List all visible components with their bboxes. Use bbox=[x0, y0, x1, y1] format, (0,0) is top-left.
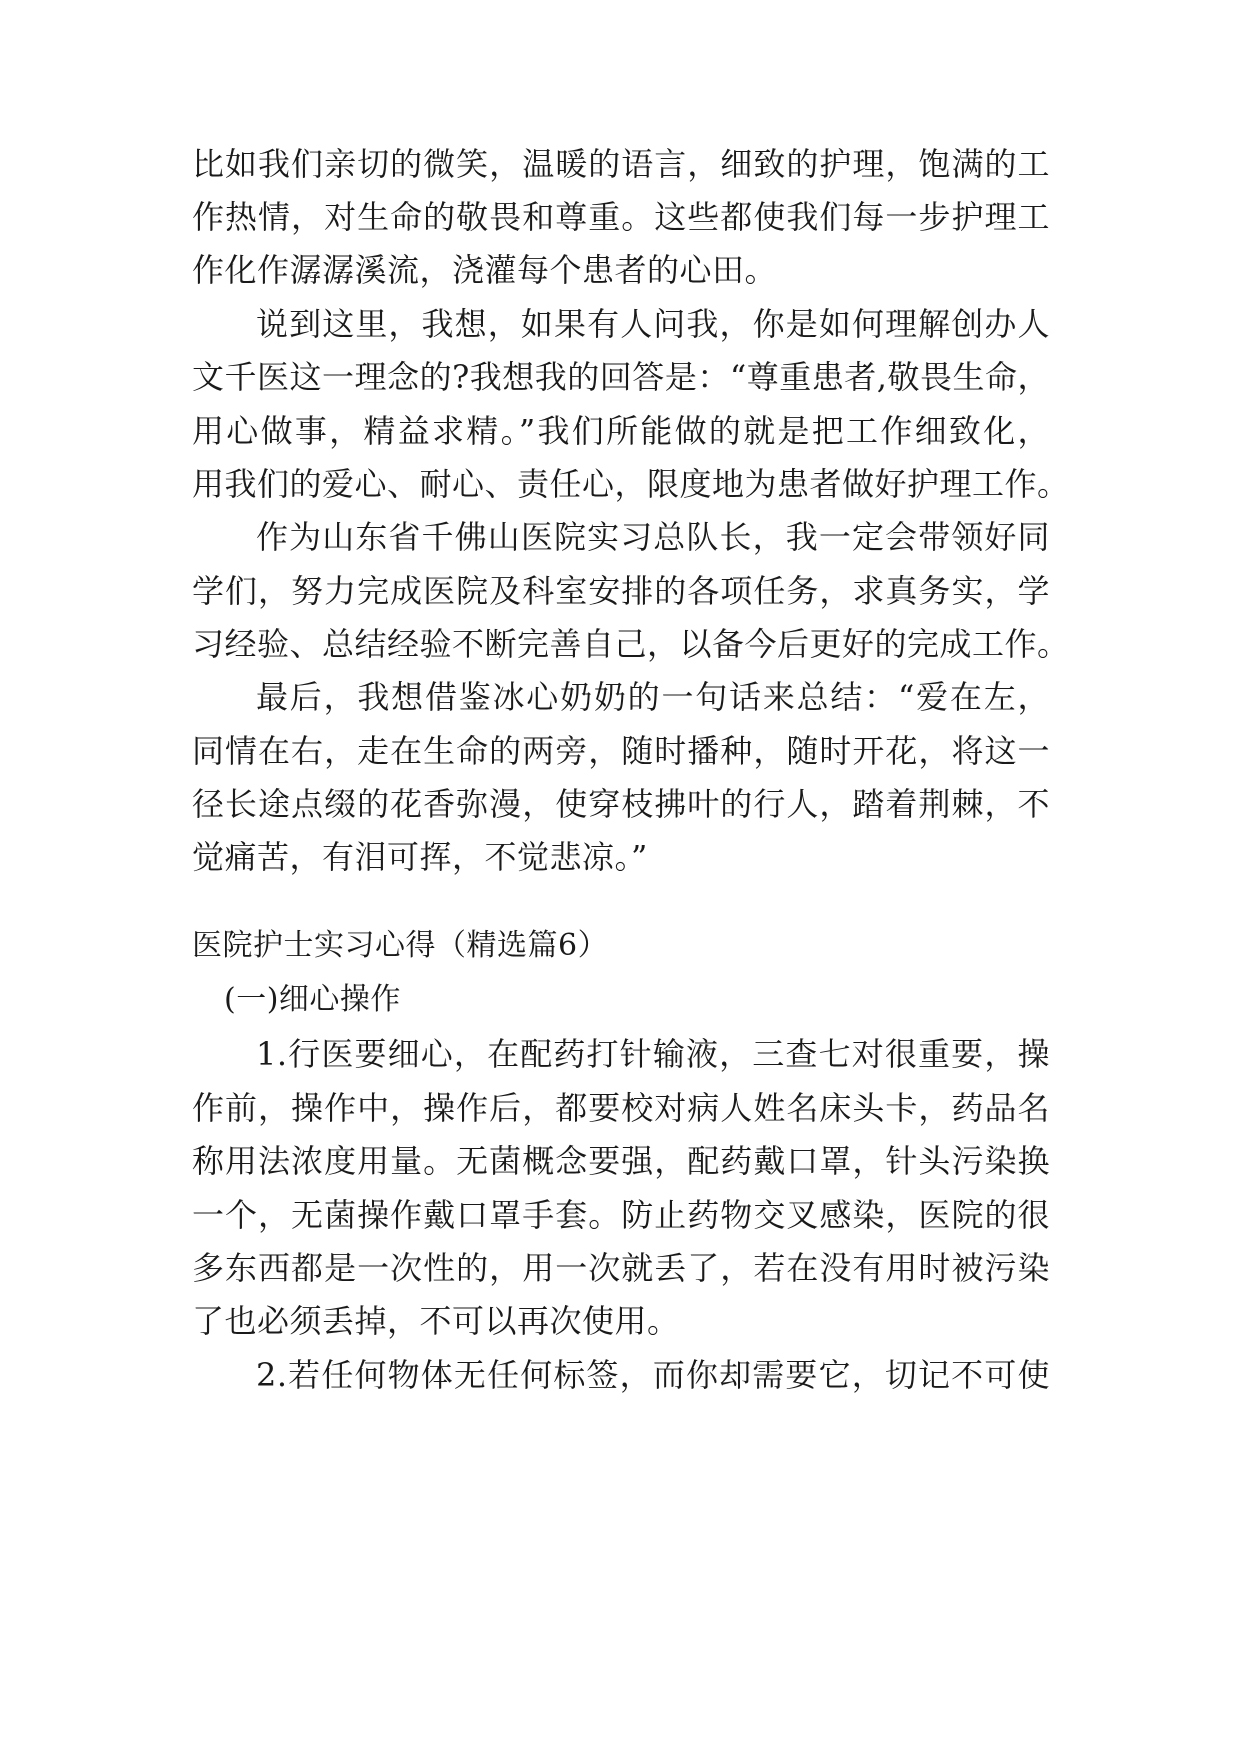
paragraph-line: 同情在右，走在生命的两旁，随时播种，随时开花，将这一 bbox=[192, 732, 1050, 770]
paragraph-line: 比如我们亲切的微笑，温暖的语言，细致的护理，饱满的工 bbox=[192, 145, 1050, 183]
subsection-title: (一)细心操作 bbox=[224, 982, 401, 1017]
paragraph-line: 最后，我想借鉴冰心奶奶的一句话来总结：“爱在左， bbox=[256, 678, 1050, 716]
paragraph-line: 1.行医要细心，在配药打针输液，三查七对很重要，操 bbox=[256, 1035, 1050, 1073]
section-title: 医院护士实习心得（精选篇6） bbox=[192, 928, 609, 963]
paragraph-line: 作化作潺潺溪流，浇灌每个患者的心田。 bbox=[192, 251, 778, 289]
paragraph-line: 2.若任何物体无任何标签，而你却需要它，切记不可使 bbox=[256, 1356, 1050, 1394]
paragraph-line: 作热情，对生命的敬畏和尊重。这些都使我们每一步护理工 bbox=[192, 198, 1050, 236]
paragraph-line: 作为山东省千佛山医院实习总队长，我一定会带领好同 bbox=[256, 518, 1050, 556]
paragraph-line: 了也必须丢掉，不可以再次使用。 bbox=[192, 1302, 680, 1340]
paragraph-line: 径长途点缀的花香弥漫，使穿枝拂叶的行人，踏着荆棘，不 bbox=[192, 785, 1050, 823]
document-page bbox=[192, 0, 1070, 1754]
paragraph-line: 用我们的爱心、耐心、责任心，限度地为患者做好护理工作。 bbox=[192, 465, 1070, 503]
paragraph-line: 习经验、总结经验不断完善自己，以备今后更好的完成工作。 bbox=[192, 625, 1070, 663]
paragraph-line: 称用法浓度用量。无菌概念要强，配药戴口罩，针头污染换 bbox=[192, 1142, 1050, 1180]
paragraph-line: 学们，努力完成医院及科室安排的各项任务，求真务实，学 bbox=[192, 572, 1050, 610]
paragraph-line: 文千医这一理念的?我想我的回答是：“尊重患者,敬畏生命， bbox=[192, 358, 1050, 396]
paragraph-line: 觉痛苦，有泪可挥，不觉悲凉。” bbox=[192, 838, 648, 876]
paragraph-line: 用心做事，精益求精。”我们所能做的就是把工作细致化， bbox=[192, 412, 1050, 450]
paragraph-line: 多东西都是一次性的，用一次就丢了，若在没有用时被污染 bbox=[192, 1249, 1050, 1287]
paragraph-line: 作前，操作中，操作后，都要校对病人姓名床头卡，药品名 bbox=[192, 1089, 1050, 1127]
paragraph-line: 一个，无菌操作戴口罩手套。防止药物交叉感染，医院的很 bbox=[192, 1196, 1050, 1234]
paragraph-line: 说到这里，我想，如果有人问我，你是如何理解创办人 bbox=[256, 305, 1050, 343]
